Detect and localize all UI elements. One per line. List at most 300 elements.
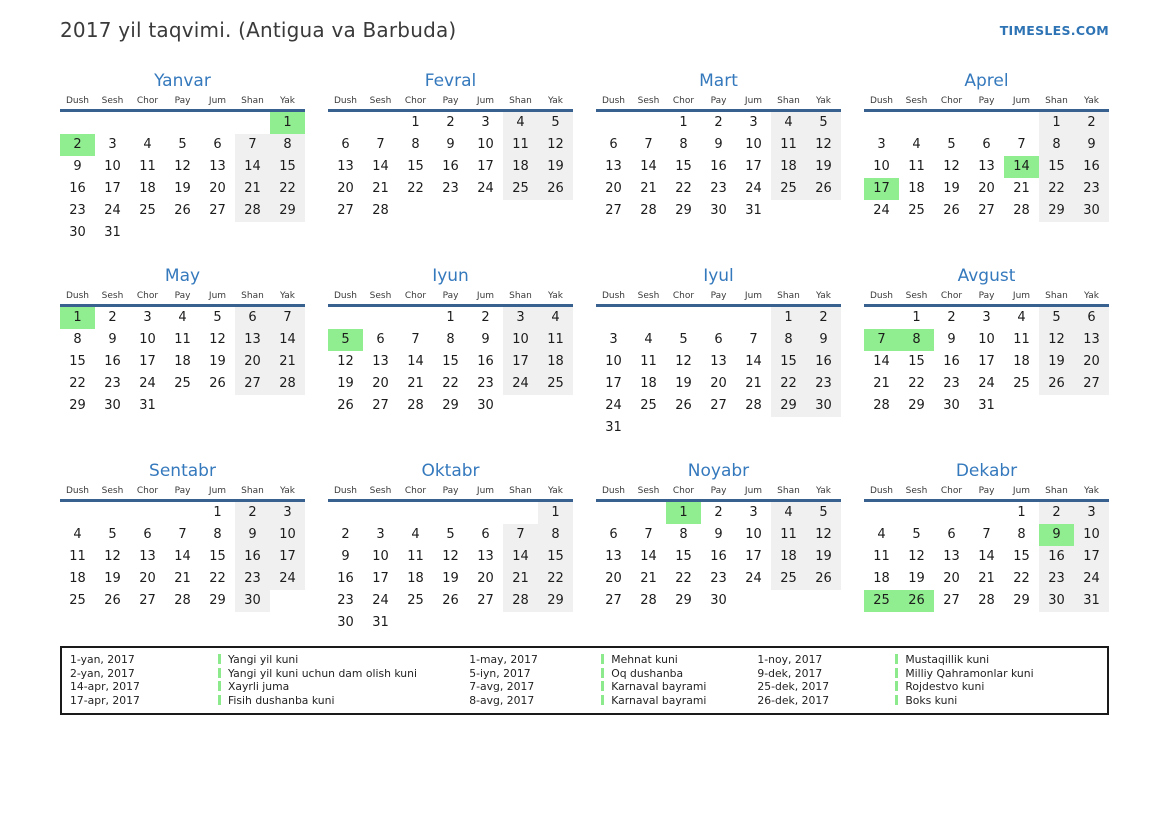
- day-cell: 21: [978, 571, 995, 586]
- day-cell: 15: [675, 549, 692, 564]
- weekday-label: Shan: [1045, 486, 1068, 496]
- day-cell: 27: [978, 203, 995, 218]
- day-cell: 14: [372, 159, 389, 174]
- empty-day-cell: [165, 395, 200, 417]
- day-cell: 1: [912, 310, 921, 325]
- weekday-label: Pay: [174, 96, 191, 106]
- day-cell: 14: [407, 354, 424, 369]
- week-row: [864, 112, 1109, 134]
- day-cell: 18: [1013, 354, 1030, 369]
- day-cell: 10: [372, 549, 389, 564]
- weekday-label: Yak: [548, 291, 563, 301]
- day-cell: 15: [69, 354, 86, 369]
- day-cell: 20: [605, 181, 622, 196]
- weekday-label: Chor: [940, 96, 963, 106]
- weekday-label: Shan: [1045, 291, 1068, 301]
- empty-day-cell: [165, 112, 200, 134]
- weekday-label: Pay: [710, 96, 727, 106]
- empty-day-cell: [538, 200, 573, 222]
- empty-day-cell: [899, 502, 934, 524]
- weekday-label: Pay: [442, 96, 459, 106]
- week-row: [596, 502, 841, 524]
- weekday-label: Shan: [241, 96, 264, 106]
- day-cell: 15: [209, 549, 226, 564]
- day-cell: 6: [609, 527, 618, 542]
- empty-day-cell: [468, 612, 503, 634]
- day-cell: 9: [73, 159, 82, 174]
- empty-day-cell: [398, 200, 433, 222]
- month-may: [60, 265, 305, 439]
- week-row: [60, 156, 305, 178]
- day-cell: 19: [174, 181, 191, 196]
- week-row: [864, 546, 1109, 568]
- day-cell: 13: [605, 159, 622, 174]
- holiday-date: 5-iyn, 2017: [469, 666, 531, 680]
- day-cell: 27: [209, 203, 226, 218]
- day-cell: 12: [675, 354, 692, 369]
- legend-group: [70, 653, 469, 707]
- day-cell: 6: [213, 137, 222, 152]
- day-cell: 13: [943, 549, 960, 564]
- weekday-label: Yak: [548, 486, 563, 496]
- legend-labels-column: [895, 653, 1099, 707]
- weekday-label: Jum: [476, 291, 495, 301]
- day-cell: 6: [481, 527, 490, 542]
- week-row: [596, 200, 841, 222]
- day-cell: 30: [943, 398, 960, 413]
- day-cell: 16: [235, 546, 270, 568]
- weekday-header-row: [596, 96, 841, 112]
- empty-day-cell: [864, 307, 899, 329]
- week-row: [864, 200, 1109, 222]
- weekday-label: Yak: [1084, 291, 1099, 301]
- day-cell: 15: [407, 159, 424, 174]
- day-cell: 26: [442, 593, 459, 608]
- month-title: Aprel: [964, 71, 1009, 91]
- day-cell: 15: [442, 354, 459, 369]
- day-cell: 29: [771, 395, 806, 417]
- weekday-label: Chor: [672, 291, 695, 301]
- day-cell: 22: [69, 376, 86, 391]
- empty-day-cell: [235, 222, 270, 244]
- day-cell: 15: [908, 354, 925, 369]
- empty-day-cell: [235, 112, 270, 134]
- day-cell: 31: [745, 203, 762, 218]
- day-cell: 23: [806, 373, 841, 395]
- day-cell: 24: [270, 568, 305, 590]
- day-cell: 16: [69, 181, 86, 196]
- empty-day-cell: [631, 112, 666, 134]
- week-row: [864, 590, 1109, 612]
- day-cell: 8: [538, 524, 573, 546]
- day-cell: 10: [477, 137, 494, 152]
- weekday-label: Pay: [978, 96, 995, 106]
- day-cell: 1: [679, 115, 688, 130]
- week-row: [864, 156, 1109, 178]
- month-title: Iyun: [432, 266, 469, 286]
- weekday-header-row: [60, 486, 305, 502]
- empty-day-cell: [270, 395, 305, 417]
- weekday-label: Dush: [869, 486, 894, 496]
- weekday-label: Shan: [241, 486, 264, 496]
- day-cell: 7: [864, 329, 899, 351]
- day-cell: 2: [1074, 112, 1109, 134]
- day-cell: 12: [943, 159, 960, 174]
- day-cell: 7: [503, 524, 538, 546]
- day-cell: 29: [69, 398, 86, 413]
- day-cell: 30: [104, 398, 121, 413]
- empty-day-cell: [1074, 395, 1109, 417]
- day-cell: 13: [372, 354, 389, 369]
- day-cell: 27: [605, 593, 622, 608]
- day-cell: 23: [1074, 178, 1109, 200]
- day-cell: 8: [679, 527, 688, 542]
- weekday-label: Jum: [1012, 96, 1031, 106]
- holiday-date: 25-dek, 2017: [757, 680, 830, 693]
- weekday-label: Jum: [208, 96, 227, 106]
- week-row: [596, 156, 841, 178]
- day-cell: 19: [104, 571, 121, 586]
- legend-group: [469, 653, 757, 707]
- day-cell: 1: [411, 115, 420, 130]
- weekday-label: Pay: [978, 486, 995, 496]
- day-cell: 20: [337, 181, 354, 196]
- day-cell: 2: [481, 310, 490, 325]
- day-cell: 19: [538, 156, 573, 178]
- day-cell: 23: [442, 181, 459, 196]
- day-cell: 18: [538, 351, 573, 373]
- day-cell: 10: [139, 332, 156, 347]
- day-cell: 28: [503, 590, 538, 612]
- day-cell: 11: [1013, 332, 1030, 347]
- weekday-label: Yak: [280, 486, 295, 496]
- day-cell: 4: [411, 527, 420, 542]
- day-cell: 27: [139, 593, 156, 608]
- day-cell: 14: [503, 546, 538, 568]
- empty-day-cell: [631, 502, 666, 524]
- day-cell: 7: [1017, 137, 1026, 152]
- day-cell: 9: [806, 329, 841, 351]
- week-row: [328, 590, 573, 612]
- empty-day-cell: [503, 200, 538, 222]
- day-cell: 20: [235, 351, 270, 373]
- day-cell: 7: [644, 137, 653, 152]
- day-cell: 25: [640, 398, 657, 413]
- legend-labels-column: [218, 653, 469, 707]
- weekday-label: Dush: [65, 96, 90, 106]
- day-cell: 25: [407, 593, 424, 608]
- day-cell: 2: [341, 527, 350, 542]
- page-title: 2017 yil taqvimi. (Antigua va Barbuda): [60, 18, 457, 42]
- weekday-label: Sesh: [369, 486, 392, 496]
- day-cell: 28: [640, 203, 657, 218]
- day-cell: 3: [609, 332, 618, 347]
- empty-day-cell: [165, 502, 200, 524]
- day-cell: 7: [411, 332, 420, 347]
- weekday-label: Jum: [1012, 291, 1031, 301]
- day-cell: 30: [710, 593, 727, 608]
- week-row: [328, 307, 573, 329]
- week-row: [596, 417, 841, 439]
- day-cell: 22: [908, 376, 925, 391]
- day-cell: 27: [605, 203, 622, 218]
- weekday-label: Dush: [65, 486, 90, 496]
- day-cell: 12: [442, 549, 459, 564]
- day-cell: 24: [139, 376, 156, 391]
- day-cell: 10: [104, 159, 121, 174]
- day-cell: 22: [1039, 178, 1074, 200]
- empty-day-cell: [736, 590, 771, 612]
- day-cell: 3: [108, 137, 117, 152]
- day-cell: 30: [710, 203, 727, 218]
- empty-day-cell: [130, 222, 165, 244]
- day-cell: 13: [209, 159, 226, 174]
- holiday-date: 9-dek, 2017: [757, 666, 823, 680]
- day-cell: 5: [108, 527, 117, 542]
- day-cell: 21: [407, 376, 424, 391]
- weekday-label: Dush: [869, 96, 894, 106]
- weekday-label: Yak: [280, 96, 295, 106]
- day-cell: 21: [372, 181, 389, 196]
- empty-day-cell: [969, 112, 1004, 134]
- empty-day-cell: [503, 395, 538, 417]
- day-cell: 24: [1074, 568, 1109, 590]
- day-cell: 25: [771, 178, 806, 200]
- empty-day-cell: [433, 200, 468, 222]
- week-row: [864, 524, 1109, 546]
- day-cell: 5: [446, 527, 455, 542]
- weekday-label: Chor: [672, 96, 695, 106]
- day-cell: 7: [270, 307, 305, 329]
- empty-day-cell: [736, 307, 771, 329]
- week-row: [596, 524, 841, 546]
- weekday-label: Yak: [548, 96, 563, 106]
- day-cell: 26: [806, 568, 841, 590]
- day-cell: 21: [270, 351, 305, 373]
- day-cell: 4: [178, 310, 187, 325]
- day-cell: 22: [1013, 571, 1030, 586]
- day-cell: 12: [174, 159, 191, 174]
- day-cell: 21: [174, 571, 191, 586]
- day-cell: 3: [877, 137, 886, 152]
- month-title: Oktabr: [421, 461, 480, 481]
- empty-day-cell: [969, 502, 1004, 524]
- day-cell: 24: [745, 181, 762, 196]
- day-cell: 28: [978, 593, 995, 608]
- day-cell: 8: [446, 332, 455, 347]
- week-row: [596, 395, 841, 417]
- weekday-label: Shan: [1045, 96, 1068, 106]
- weekday-label: Shan: [509, 486, 532, 496]
- weekday-label: Pay: [710, 486, 727, 496]
- day-cell: 27: [372, 398, 389, 413]
- weekday-header-row: [328, 291, 573, 307]
- day-cell: 17: [745, 549, 762, 564]
- holiday-name: Yangi yil kuni uchun dam olish kuni: [218, 667, 469, 681]
- day-cell: 12: [104, 549, 121, 564]
- day-cell: 3: [503, 307, 538, 329]
- months-grid: [60, 70, 1109, 634]
- day-cell: 10: [270, 524, 305, 546]
- day-cell: 16: [943, 354, 960, 369]
- weekday-label: Sesh: [637, 291, 660, 301]
- day-cell: 28: [640, 593, 657, 608]
- month-title: Sentabr: [149, 461, 216, 481]
- day-cell: 28: [873, 398, 890, 413]
- month-title: Avgust: [957, 266, 1016, 286]
- day-cell: 4: [143, 137, 152, 152]
- weekday-label: Dush: [601, 291, 626, 301]
- week-row: [328, 546, 573, 568]
- day-cell: 26: [174, 203, 191, 218]
- day-cell: 15: [675, 159, 692, 174]
- day-cell: 8: [899, 329, 934, 351]
- week-row: [596, 373, 841, 395]
- day-cell: 19: [806, 156, 841, 178]
- day-cell: 13: [605, 549, 622, 564]
- legend-group: [757, 653, 1099, 707]
- day-cell: 5: [213, 310, 222, 325]
- day-cell: 9: [341, 549, 350, 564]
- weekday-label: Dush: [601, 486, 626, 496]
- empty-day-cell: [806, 417, 841, 439]
- day-cell: 11: [771, 524, 806, 546]
- day-cell: 14: [640, 159, 657, 174]
- week-row: [60, 307, 305, 329]
- day-cell: 1: [538, 502, 573, 524]
- weekday-header-row: [864, 96, 1109, 112]
- empty-day-cell: [806, 590, 841, 612]
- day-cell: 11: [873, 549, 890, 564]
- day-cell: 3: [143, 310, 152, 325]
- day-cell: 8: [411, 137, 420, 152]
- day-cell: 3: [749, 505, 758, 520]
- empty-day-cell: [864, 502, 899, 524]
- day-cell: 24: [873, 203, 890, 218]
- day-cell: 10: [873, 159, 890, 174]
- day-cell: 8: [213, 527, 222, 542]
- day-cell: 18: [139, 181, 156, 196]
- weekday-label: Dush: [333, 486, 358, 496]
- month-noyabr: [596, 460, 841, 634]
- day-cell: 25: [503, 178, 538, 200]
- day-cell: 13: [139, 549, 156, 564]
- empty-day-cell: [270, 222, 305, 244]
- day-cell: 23: [69, 203, 86, 218]
- day-cell: 21: [640, 571, 657, 586]
- week-row: [864, 373, 1109, 395]
- weekday-label: Pay: [978, 291, 995, 301]
- day-cell: 17: [139, 354, 156, 369]
- day-cell: 22: [270, 178, 305, 200]
- week-row: [328, 502, 573, 524]
- day-cell: 14: [1004, 156, 1039, 178]
- empty-day-cell: [398, 502, 433, 524]
- weekday-label: Sesh: [101, 486, 124, 496]
- day-cell: 21: [235, 178, 270, 200]
- holiday-date: 14-apr, 2017: [70, 680, 140, 693]
- empty-day-cell: [328, 307, 363, 329]
- site-link[interactable]: TIMESLES.COM: [999, 23, 1109, 38]
- day-cell: 6: [1074, 307, 1109, 329]
- week-row: [596, 178, 841, 200]
- empty-day-cell: [468, 200, 503, 222]
- month-oktabr: [328, 460, 573, 634]
- day-cell: 8: [771, 329, 806, 351]
- empty-day-cell: [200, 222, 235, 244]
- day-cell: 8: [679, 137, 688, 152]
- day-cell: 16: [477, 354, 494, 369]
- day-cell: 15: [771, 351, 806, 373]
- day-cell: 6: [609, 137, 618, 152]
- empty-day-cell: [864, 112, 899, 134]
- day-cell: 10: [1074, 524, 1109, 546]
- day-cell: 17: [477, 159, 494, 174]
- weekday-label: Chor: [404, 486, 427, 496]
- day-cell: 25: [139, 203, 156, 218]
- day-cell: 23: [943, 376, 960, 391]
- week-row: [60, 590, 305, 612]
- day-cell: 17: [1074, 546, 1109, 568]
- month-dekabr: [864, 460, 1109, 634]
- weekday-label: Pay: [174, 291, 191, 301]
- day-cell: 24: [745, 571, 762, 586]
- day-cell: 8: [270, 134, 305, 156]
- day-cell: 27: [337, 203, 354, 218]
- day-cell: 17: [372, 571, 389, 586]
- weekday-label: Shan: [241, 291, 264, 301]
- holiday-name: Karnaval bayrami: [601, 680, 757, 694]
- day-cell: 22: [209, 571, 226, 586]
- weekday-label: Sesh: [637, 486, 660, 496]
- legend-labels-column: [601, 653, 757, 707]
- holiday-date: 1-may, 2017: [469, 653, 538, 666]
- weekday-label: Jum: [744, 96, 763, 106]
- day-cell: 16: [337, 571, 354, 586]
- day-cell: 21: [1013, 181, 1030, 196]
- holiday-date: 26-dek, 2017: [757, 693, 830, 707]
- empty-day-cell: [771, 417, 806, 439]
- weekday-label: Shan: [777, 486, 800, 496]
- weekday-label: Sesh: [101, 291, 124, 301]
- week-row: [60, 351, 305, 373]
- day-cell: 1: [1039, 112, 1074, 134]
- holidays-legend: [60, 646, 1109, 715]
- day-cell: 2: [108, 310, 117, 325]
- day-cell: 27: [1074, 373, 1109, 395]
- day-cell: 2: [947, 310, 956, 325]
- day-cell: 14: [270, 329, 305, 351]
- empty-day-cell: [771, 200, 806, 222]
- day-cell: 20: [477, 571, 494, 586]
- day-cell: 26: [337, 398, 354, 413]
- day-cell: 23: [710, 571, 727, 586]
- weekday-header-row: [60, 291, 305, 307]
- day-cell: 9: [947, 332, 956, 347]
- holiday-date: 1-noy, 2017: [757, 653, 823, 666]
- week-row: [596, 307, 841, 329]
- holiday-name: Mehnat kuni: [601, 653, 757, 667]
- day-cell: 2: [1039, 502, 1074, 524]
- empty-day-cell: [806, 200, 841, 222]
- day-cell: 9: [714, 527, 723, 542]
- day-cell: 25: [69, 593, 86, 608]
- day-cell: 24: [978, 376, 995, 391]
- day-cell: 26: [1039, 373, 1074, 395]
- month-title: Yanvar: [154, 71, 211, 91]
- empty-day-cell: [538, 612, 573, 634]
- day-cell: 4: [538, 307, 573, 329]
